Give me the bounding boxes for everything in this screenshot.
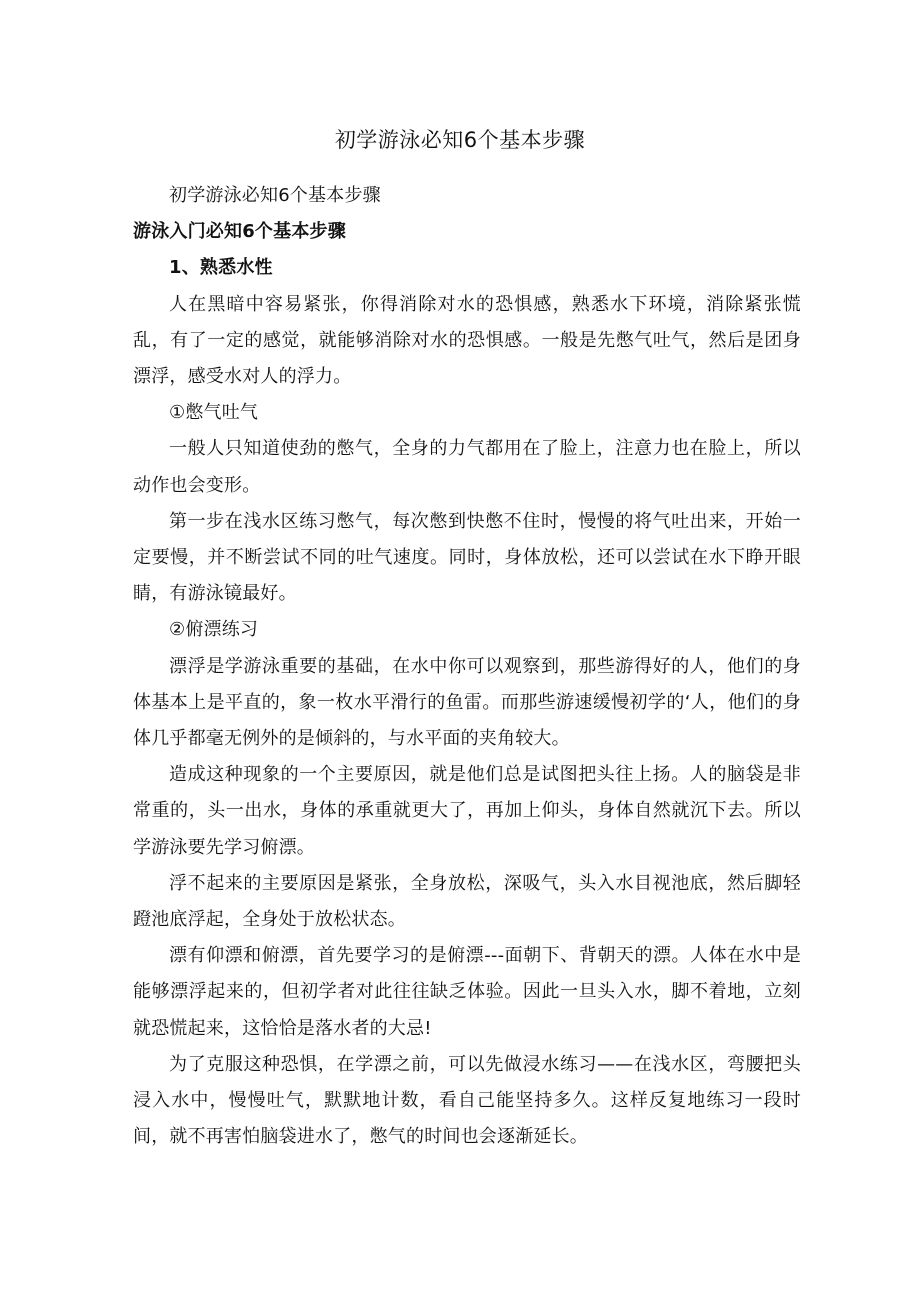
step-heading-1: 1、熟悉水性 (169, 257, 273, 279)
paragraph: 漂浮是学游泳重要的基础，在水中你可以观察到，那些游得好的人，他们的身体基本上是平直的，象一枚水平滑行的鱼雷。而那些游速缓慢初学的‘人，他们的身体几乎都毫无例外的是倾斜的，与水平面的夹角较大。 (133, 655, 801, 750)
paragraph: 为了克服这种恐惧，在学漂之前，可以先做浸水练习——在浅水区，弯腰把头浸入水中，慢慢吐气，默默地计数，看自己能坚持多久。这样反复地练习一段时间，就不再害怕脑袋进水了，憋气的时间也会逐渐延长。 (133, 1053, 801, 1148)
paragraph: 一般人只知道使劲的憋气，全身的力气都用在了脸上，注意力也在脸上，所以动作也会变形。 (133, 438, 801, 496)
section-heading: 游泳入门必知6个基本步骤 (133, 221, 346, 243)
document-title: 初学游泳必知6个基本步骤 (334, 128, 586, 152)
paragraph: 漂有仰漂和俯漂，首先要学习的是俯漂---面朝下、背朝天的漂。人体在水中是能够漂浮起来的，但初学者对此往往缺乏体验。因此一旦头入水，脚不着地，立刻就恐慌起来，这恰恰是落水者的大忌! (133, 945, 801, 1039)
paragraph: 造成这种现象的一个主要原因，就是他们总是试图把头往上扬。人的脑袋是非常重的，头一出水，身体的承重就更大了，再加上仰头，身体自然就沉下去。所以学游泳要先学习俯漂。 (133, 764, 801, 858)
paragraph: 人在黑暗中容易紧张，你得消除对水的恐惧感，熟悉水下环境，消除紧张慌乱，有了一定的感觉，就能够消除对水的恐惧感。一般是先憋气吐气，然后是团身漂浮，感受水对人的浮力。 (133, 293, 801, 388)
document-body (133, 178, 801, 1155)
subheading-breath: ①憋气吐气 (169, 402, 259, 424)
subheading-float: ②俯漂练习 (169, 619, 259, 641)
paragraph: 浮不起来的主要原因是紧张，全身放松，深吸气，头入水目视池底，然后脚轻蹬池底浮起，全身处于放松状态。 (133, 872, 801, 931)
paragraph: 第一步在浅水区练习憋气，每次憋到快憋不住时，慢慢的将气吐出来，开始一定要慢，并不断尝试不同的吐气速度。同时，身体放松，还可以尝试在水下睁开眼睛，有游泳镜最好。 (133, 510, 801, 605)
paragraph-subtitle: 初学游泳必知6个基本步骤 (169, 185, 381, 206)
